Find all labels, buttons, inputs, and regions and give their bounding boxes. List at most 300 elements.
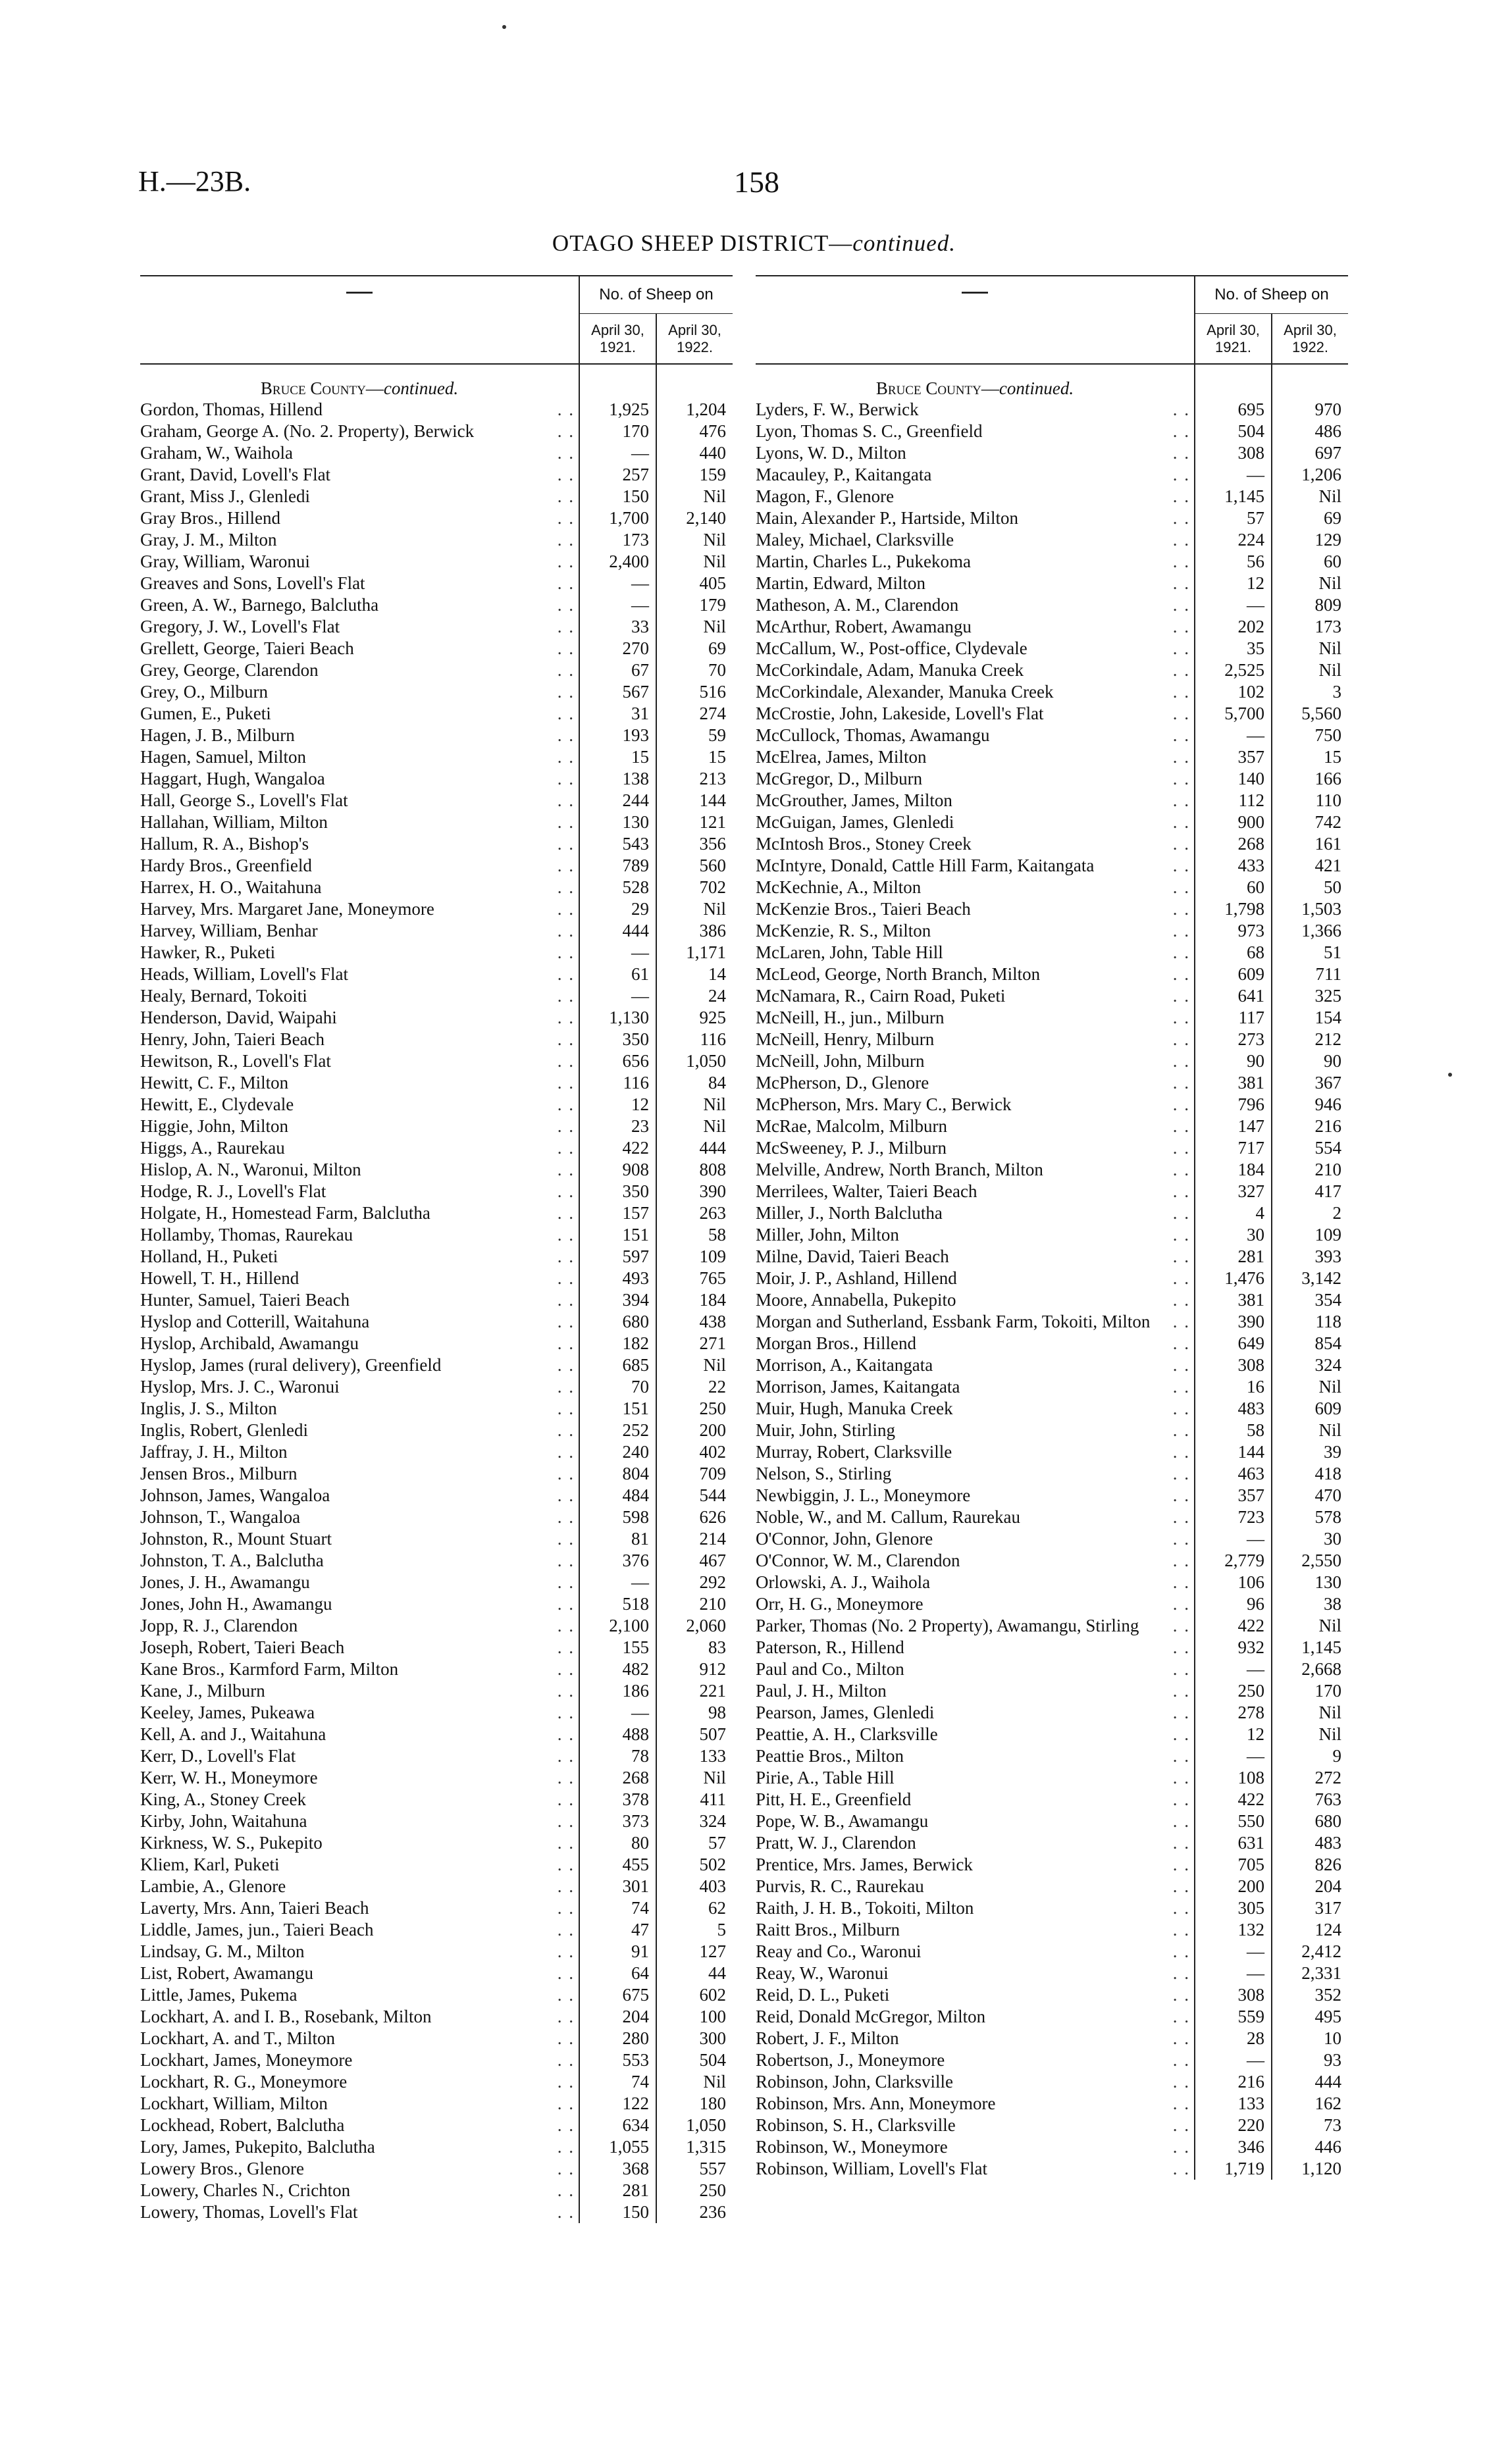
sheep-1922: 250 bbox=[656, 1398, 733, 1420]
table-row bbox=[756, 877, 1348, 898]
owner-name bbox=[756, 768, 1195, 790]
owner-name-text: Prentice, Mrs. James, Berwick bbox=[756, 1855, 973, 1874]
owner-name-text: Gregory, J. W., Lovell's Flat bbox=[140, 617, 340, 636]
sheep-1921: 116 bbox=[579, 1072, 656, 1094]
owner-name-text: Hallahan, William, Milton bbox=[140, 812, 328, 832]
table-row bbox=[756, 963, 1348, 985]
sheep-1922: 5,560 bbox=[1272, 703, 1348, 725]
table-row bbox=[756, 551, 1348, 573]
owner-name bbox=[756, 703, 1195, 725]
table-row bbox=[140, 1311, 733, 1333]
table-row bbox=[140, 573, 733, 594]
owner-name-text: Muir, Hugh, Manuka Creek bbox=[756, 1399, 953, 1418]
leader-dots: . . bbox=[557, 1616, 575, 1635]
table-row bbox=[140, 2180, 733, 2201]
sheep-1922: 300 bbox=[656, 2028, 733, 2049]
owner-name-text: Martin, Edward, Milton bbox=[756, 573, 925, 593]
sheep-1922: 470 bbox=[1272, 1485, 1348, 1506]
table-row bbox=[756, 464, 1348, 486]
sheep-1922: 274 bbox=[656, 703, 733, 725]
sheep-1922: 170 bbox=[1272, 1680, 1348, 1702]
owner-name bbox=[756, 1268, 1195, 1289]
table-row bbox=[140, 421, 733, 442]
table-row bbox=[756, 1680, 1348, 1702]
owner-name bbox=[140, 659, 579, 681]
sheep-1922: 121 bbox=[656, 811, 733, 833]
owner-name-text: Main, Alexander P., Hartside, Milton bbox=[756, 508, 1018, 528]
sheep-1921: 789 bbox=[579, 855, 656, 877]
sheep-1921: 29 bbox=[579, 898, 656, 920]
sheep-1921: 23 bbox=[579, 1116, 656, 1137]
sheep-1922: 446 bbox=[1272, 2136, 1348, 2158]
sheep-1922: 317 bbox=[1272, 1897, 1348, 1919]
table-row bbox=[140, 507, 733, 529]
sheep-1922: 324 bbox=[1272, 1354, 1348, 1376]
leader-dots: . . bbox=[557, 617, 575, 636]
section-continued: continued. bbox=[383, 378, 459, 398]
owner-name-text: McArthur, Robert, Awamangu bbox=[756, 617, 972, 636]
sheep-1921: 381 bbox=[1195, 1289, 1272, 1311]
owner-name-text: Moore, Annabella, Pukepito bbox=[756, 1290, 956, 1310]
leader-dots: . . bbox=[557, 1377, 575, 1397]
sheep-1921: 224 bbox=[1195, 529, 1272, 551]
sheep-1921: 597 bbox=[579, 1246, 656, 1268]
sheep-1921: 908 bbox=[579, 1159, 656, 1181]
owner-name-text: Lowery, Charles N., Crichton bbox=[140, 2180, 351, 2200]
sheep-1921: 67 bbox=[579, 659, 656, 681]
owner-name bbox=[756, 1072, 1195, 1094]
table-row bbox=[140, 1658, 733, 1680]
owner-name bbox=[756, 507, 1195, 529]
owner-name-text: McNeill, John, Milburn bbox=[756, 1051, 925, 1071]
owner-name-text: Hall, George S., Lovell's Flat bbox=[140, 790, 348, 810]
owner-name-text: Purvis, R. C., Raurekau bbox=[756, 1876, 924, 1896]
sheep-1921: 216 bbox=[1195, 2071, 1272, 2093]
sheep-1921: 12 bbox=[1195, 573, 1272, 594]
leader-dots: . . bbox=[557, 1094, 575, 1114]
table-row bbox=[756, 920, 1348, 942]
sheep-1921: 182 bbox=[579, 1333, 656, 1354]
sheep-1921: 244 bbox=[579, 790, 656, 811]
table-row bbox=[140, 833, 733, 855]
owner-name-text: Liddle, James, jun., Taieri Beach bbox=[140, 1920, 374, 1939]
owner-name bbox=[756, 898, 1195, 920]
table-row bbox=[756, 421, 1348, 442]
owner-name bbox=[756, 1246, 1195, 1268]
leader-dots: . . bbox=[557, 877, 575, 897]
owner-name-text: McLaren, John, Table Hill bbox=[756, 942, 943, 962]
table-row bbox=[140, 594, 733, 616]
owner-name bbox=[756, 1333, 1195, 1354]
sheep-1921: 1,055 bbox=[579, 2136, 656, 2158]
owner-name-text: Robinson, John, Clarksville bbox=[756, 2072, 954, 2092]
sheep-1922: 854 bbox=[1272, 1333, 1348, 1354]
owner-name bbox=[756, 573, 1195, 594]
table-row bbox=[756, 2115, 1348, 2136]
sheep-1921: 151 bbox=[579, 1398, 656, 1420]
sheep-1922: 1,145 bbox=[1272, 1637, 1348, 1658]
leader-dots: . . bbox=[1172, 1485, 1190, 1505]
owner-name-text: Keeley, James, Pukeawa bbox=[140, 1703, 315, 1722]
sheep-1922: 1,366 bbox=[1272, 920, 1348, 942]
table-row bbox=[756, 703, 1348, 725]
sheep-1922: Nil bbox=[656, 616, 733, 638]
sheep-1921: 281 bbox=[579, 2180, 656, 2201]
sheep-1921: — bbox=[1195, 1528, 1272, 1550]
sheep-1921: 528 bbox=[579, 877, 656, 898]
leader-dots: . . bbox=[1172, 1898, 1190, 1918]
sheep-1921: 250 bbox=[1195, 1680, 1272, 1702]
sheep-1922: 2,412 bbox=[1272, 1941, 1348, 1963]
owner-name-text: Kell, A. and J., Waitahuna bbox=[140, 1724, 326, 1744]
leader-dots: . . bbox=[557, 1659, 575, 1679]
owner-name bbox=[140, 877, 579, 898]
owner-name bbox=[756, 725, 1195, 746]
year-1921-header: April 30, 1921. bbox=[579, 314, 656, 365]
table-row bbox=[756, 1702, 1348, 1724]
leader-dots: . . bbox=[1172, 443, 1190, 463]
owner-name bbox=[756, 1007, 1195, 1029]
leader-dots: . . bbox=[557, 790, 575, 810]
table-row bbox=[756, 1767, 1348, 1789]
sheep-1922: 970 bbox=[1272, 399, 1348, 421]
owner-name bbox=[756, 1094, 1195, 1116]
sheep-1921: 484 bbox=[579, 1485, 656, 1506]
owner-name bbox=[140, 2201, 579, 2223]
owner-name bbox=[140, 703, 579, 725]
owner-name-text: King, A., Stoney Creek bbox=[140, 1789, 306, 1809]
owner-name-text: Raitt Bros., Milburn bbox=[756, 1920, 900, 1939]
owner-name-text: Little, James, Pukema bbox=[140, 1985, 298, 2005]
leader-dots: . . bbox=[557, 399, 575, 419]
sheep-1921: 634 bbox=[579, 2115, 656, 2136]
table-row bbox=[756, 1289, 1348, 1311]
sheep-1922: 554 bbox=[1272, 1137, 1348, 1159]
owner-name-text: O'Connor, W. M., Clarendon bbox=[756, 1551, 960, 1570]
sheep-1921: 455 bbox=[579, 1854, 656, 1876]
owner-name-text: Grey, O., Milburn bbox=[140, 682, 268, 702]
owner-name bbox=[756, 1224, 1195, 1246]
owner-name-text: O'Connor, John, Glenore bbox=[756, 1529, 933, 1549]
owner-name bbox=[140, 963, 579, 985]
table-row bbox=[140, 1767, 733, 1789]
leader-dots: . . bbox=[557, 2093, 575, 2113]
table-row bbox=[140, 2006, 733, 2028]
owner-name bbox=[756, 2158, 1195, 2180]
leader-dots: . . bbox=[557, 1008, 575, 1027]
owner-name-text: Hewitt, E., Clydevale bbox=[140, 1094, 294, 1114]
table-row bbox=[140, 1137, 733, 1159]
sheep-1921: 117 bbox=[1195, 1007, 1272, 1029]
sheep-1922: 702 bbox=[656, 877, 733, 898]
sheep-1921: 422 bbox=[1195, 1789, 1272, 1810]
sheep-1921: 112 bbox=[1195, 790, 1272, 811]
owner-name-text: Lockhart, A. and T., Milton bbox=[140, 2028, 335, 2048]
owner-name-text: Hawker, R., Puketi bbox=[140, 942, 276, 962]
leader-dots: . . bbox=[557, 1833, 575, 1853]
leader-dots: . . bbox=[1172, 942, 1190, 962]
sheep-1922: 184 bbox=[656, 1289, 733, 1311]
sheep-1921: 932 bbox=[1195, 1637, 1272, 1658]
sheep-1921: 138 bbox=[579, 768, 656, 790]
leader-dots: . . bbox=[1172, 595, 1190, 615]
leader-dots: . . bbox=[1172, 856, 1190, 875]
leader-dots: . . bbox=[557, 1985, 575, 2005]
sheep-1921: 5,700 bbox=[1195, 703, 1272, 725]
sheep-1922: 212 bbox=[1272, 1029, 1348, 1050]
sheep-1921: 483 bbox=[1195, 1398, 1272, 1420]
owner-name-text: Johnson, James, Wangaloa bbox=[140, 1485, 330, 1505]
sheep-1922: 179 bbox=[656, 594, 733, 616]
table-row bbox=[140, 1572, 733, 1593]
owner-name-text: Hallum, R. A., Bishop's bbox=[140, 834, 309, 854]
sheep-1922: 10 bbox=[1272, 2028, 1348, 2049]
owner-name-text: Henry, John, Taieri Beach bbox=[140, 1029, 325, 1049]
table-row bbox=[756, 1137, 1348, 1159]
owner-name bbox=[140, 1876, 579, 1897]
leader-dots: . . bbox=[1172, 530, 1190, 550]
owner-name bbox=[140, 1941, 579, 1963]
owner-name bbox=[140, 594, 579, 616]
sheep-1922: 51 bbox=[1272, 942, 1348, 963]
owner-name bbox=[756, 1615, 1195, 1637]
leader-dots: . . bbox=[557, 1746, 575, 1766]
leader-dots: . . bbox=[1172, 638, 1190, 658]
sheep-1921: 200 bbox=[1195, 1876, 1272, 1897]
owner-name bbox=[756, 746, 1195, 768]
table-row bbox=[140, 898, 733, 920]
owner-name-text: McPherson, Mrs. Mary C., Berwick bbox=[756, 1094, 1012, 1114]
owner-name-text: Henderson, David, Waipahi bbox=[140, 1008, 337, 1027]
table-row bbox=[756, 1550, 1348, 1572]
sheep-1921: 281 bbox=[1195, 1246, 1272, 1268]
owner-name bbox=[140, 442, 579, 464]
table-row bbox=[756, 768, 1348, 790]
sheep-1922: 127 bbox=[656, 1941, 733, 1963]
sheep-1922: Nil bbox=[1272, 659, 1348, 681]
owner-name-text: Hyslop, Mrs. J. C., Waronui bbox=[140, 1377, 340, 1397]
owner-name bbox=[140, 529, 579, 551]
table-row bbox=[756, 2136, 1348, 2158]
sheep-1922: 38 bbox=[1272, 1593, 1348, 1615]
owner-name bbox=[756, 920, 1195, 942]
owner-name-text: Kane Bros., Karmford Farm, Milton bbox=[140, 1659, 399, 1679]
table-row bbox=[756, 1072, 1348, 1094]
owner-name bbox=[756, 1506, 1195, 1528]
sheep-1921: 68 bbox=[1195, 942, 1272, 963]
table-row bbox=[140, 399, 733, 421]
owner-name-text: Peattie Bros., Milton bbox=[756, 1746, 904, 1766]
sheep-1921: 609 bbox=[1195, 963, 1272, 985]
sheep-1921: 193 bbox=[579, 725, 656, 746]
owner-name bbox=[756, 1376, 1195, 1398]
sheep-1922: 44 bbox=[656, 1963, 733, 1984]
leader-dots: . . bbox=[557, 638, 575, 658]
sheep-1922: 946 bbox=[1272, 1094, 1348, 1116]
sheep-1922: 3,142 bbox=[1272, 1268, 1348, 1289]
table-row bbox=[140, 551, 733, 573]
table-row bbox=[756, 1876, 1348, 1897]
leader-dots: . . bbox=[557, 1355, 575, 1375]
leader-dots: . . bbox=[1172, 1941, 1190, 1961]
table-row bbox=[756, 942, 1348, 963]
leader-dots: . . bbox=[1172, 1551, 1190, 1570]
leader-dots: . . bbox=[557, 1399, 575, 1418]
owner-name-text: Laverty, Mrs. Ann, Taieri Beach bbox=[140, 1898, 369, 1918]
owner-name-text: Paterson, R., Hillend bbox=[756, 1637, 904, 1657]
sheep-1921: — bbox=[579, 985, 656, 1007]
owner-name bbox=[140, 898, 579, 920]
table-row bbox=[140, 1789, 733, 1810]
owner-name-text: Hyslop, Archibald, Awamangu bbox=[140, 1333, 359, 1353]
sheep-1921: 2,525 bbox=[1195, 659, 1272, 681]
table-row bbox=[756, 573, 1348, 594]
leader-dots: . . bbox=[1172, 1616, 1190, 1635]
table-row bbox=[140, 1963, 733, 1984]
leader-dots: . . bbox=[557, 1290, 575, 1310]
table-row bbox=[756, 1658, 1348, 1680]
sheep-1922: 213 bbox=[656, 768, 733, 790]
sheep-1922: 557 bbox=[656, 2158, 733, 2180]
owner-name bbox=[140, 1072, 579, 1094]
owner-name-text: Johnston, T. A., Balclutha bbox=[140, 1551, 324, 1570]
sheep-1921: 493 bbox=[579, 1268, 656, 1289]
owner-name-text: Hyslop, James (rural delivery), Greenfield bbox=[140, 1355, 442, 1375]
owner-name-text: Robinson, Mrs. Ann, Moneymore bbox=[756, 2093, 996, 2113]
sheep-1921: 70 bbox=[579, 1376, 656, 1398]
owner-name bbox=[140, 1137, 579, 1159]
owner-name bbox=[756, 1745, 1195, 1767]
sheep-1921: 504 bbox=[1195, 421, 1272, 442]
leader-dots: . . bbox=[557, 1768, 575, 1787]
table-row bbox=[140, 1029, 733, 1050]
table-row bbox=[756, 1745, 1348, 1767]
leader-dots: . . bbox=[1172, 964, 1190, 984]
sheep-1921: 1,925 bbox=[579, 399, 656, 421]
owner-name-text: Kane, J., Milburn bbox=[140, 1681, 265, 1701]
sheep-1922: 214 bbox=[656, 1528, 733, 1550]
owner-name bbox=[140, 725, 579, 746]
leader-dots: . . bbox=[557, 1594, 575, 1614]
table-row bbox=[140, 1268, 733, 1289]
sheep-1921: 4 bbox=[1195, 1202, 1272, 1224]
leader-dots: . . bbox=[557, 1963, 575, 1983]
table-row bbox=[756, 2028, 1348, 2049]
table-row bbox=[140, 2136, 733, 2158]
sheep-1921: — bbox=[579, 442, 656, 464]
sheep-1921: 96 bbox=[1195, 1593, 1272, 1615]
table-row bbox=[756, 2049, 1348, 2071]
sheep-1921: 147 bbox=[1195, 1116, 1272, 1137]
leader-dots: . . bbox=[1172, 1985, 1190, 2005]
table-row bbox=[756, 1832, 1348, 1854]
leader-dots: . . bbox=[557, 1898, 575, 1918]
owner-name bbox=[140, 638, 579, 659]
owner-name bbox=[140, 2006, 579, 2028]
owner-name bbox=[140, 1050, 579, 1072]
sheep-1922: Nil bbox=[1272, 486, 1348, 507]
sheep-1921: 122 bbox=[579, 2093, 656, 2115]
leader-dots: . . bbox=[1172, 1768, 1190, 1787]
sheep-1921: 58 bbox=[1195, 1420, 1272, 1441]
table-row bbox=[140, 2158, 733, 2180]
leader-dots: . . bbox=[1172, 1116, 1190, 1136]
table-row bbox=[140, 1485, 733, 1506]
table-row bbox=[756, 594, 1348, 616]
sheep-1921: 102 bbox=[1195, 681, 1272, 703]
owner-name bbox=[756, 638, 1195, 659]
owner-name bbox=[756, 2093, 1195, 2115]
sheep-1922: 444 bbox=[656, 1137, 733, 1159]
sheep-1921: 804 bbox=[579, 1463, 656, 1485]
owner-name-text: Pitt, H. E., Greenfield bbox=[756, 1789, 912, 1809]
owner-name-text: McKenzie Bros., Taieri Beach bbox=[756, 899, 971, 919]
sheep-1921: — bbox=[579, 594, 656, 616]
owner-name bbox=[756, 551, 1195, 573]
leader-dots: . . bbox=[1172, 660, 1190, 680]
owner-name-text: Gray, William, Waronui bbox=[140, 552, 310, 571]
leader-dots: . . bbox=[1172, 1637, 1190, 1657]
sheep-1922: Nil bbox=[1272, 1420, 1348, 1441]
sheep-1921: 170 bbox=[579, 421, 656, 442]
leader-dots: . . bbox=[1172, 921, 1190, 940]
table-row bbox=[756, 638, 1348, 659]
sheep-1922: 560 bbox=[656, 855, 733, 877]
table-row bbox=[140, 877, 733, 898]
owner-name bbox=[140, 768, 579, 790]
owner-name bbox=[140, 833, 579, 855]
owner-name-text: McPherson, D., Glenore bbox=[756, 1073, 929, 1092]
sheep-1922: 507 bbox=[656, 1724, 733, 1745]
sheep-1922: 438 bbox=[656, 1311, 733, 1333]
sheep-1921: 350 bbox=[579, 1181, 656, 1202]
leader-dots: . . bbox=[1172, 1876, 1190, 1896]
heading-main: OTAGO SHEEP DISTRICT— bbox=[552, 230, 853, 256]
owner-name-text: Lockhart, A. and I. B., Rosebank, Milton bbox=[140, 2007, 432, 2026]
table-row bbox=[756, 1094, 1348, 1116]
owner-name-text: Green, A. W., Barnego, Balclutha bbox=[140, 595, 379, 615]
leader-dots: . . bbox=[557, 1029, 575, 1049]
owner-name bbox=[756, 942, 1195, 963]
table-row bbox=[140, 1094, 733, 1116]
sheep-1921: 80 bbox=[579, 1832, 656, 1854]
table-row bbox=[140, 1354, 733, 1376]
owner-name bbox=[756, 1702, 1195, 1724]
table-row bbox=[140, 1007, 733, 1029]
owner-name-text: McNamara, R., Cairn Road, Puketi bbox=[756, 986, 1006, 1006]
owner-name-text: Reid, Donald McGregor, Milton bbox=[756, 2007, 986, 2026]
print-speck bbox=[1448, 1073, 1452, 1077]
owner-name bbox=[140, 2136, 579, 2158]
owner-name bbox=[756, 464, 1195, 486]
sheep-1921: 150 bbox=[579, 486, 656, 507]
leader-dots: . . bbox=[1172, 1920, 1190, 1939]
leader-dots: . . bbox=[557, 1637, 575, 1657]
sheep-1922: 578 bbox=[1272, 1506, 1348, 1528]
table-row bbox=[140, 1528, 733, 1550]
sheep-1921: 130 bbox=[579, 811, 656, 833]
table-row bbox=[140, 1441, 733, 1463]
sheep-1921: 270 bbox=[579, 638, 656, 659]
table-row bbox=[756, 2071, 1348, 2093]
owner-name-text: Lambie, A., Glenore bbox=[140, 1876, 286, 1896]
table-row bbox=[140, 1506, 733, 1528]
table-row bbox=[140, 768, 733, 790]
table-row bbox=[140, 1224, 733, 1246]
leader-dots: . . bbox=[557, 1855, 575, 1874]
sheep-1921: 144 bbox=[1195, 1441, 1272, 1463]
name-column-header: — bbox=[140, 276, 579, 364]
